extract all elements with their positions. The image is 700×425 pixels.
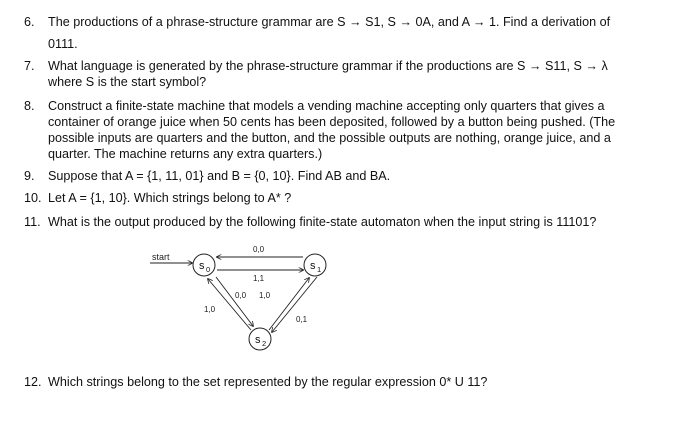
question-number: 12. (24, 375, 42, 389)
question-text: Construct a finite-state machine that models a vending machine accepting only quarters that gives a (48, 99, 605, 113)
question-12 (24, 374, 487, 390)
question-number: 7. (24, 59, 35, 73)
question-8 (24, 98, 615, 162)
state-s1-label: s (310, 260, 316, 272)
question-text: What language is generated by the phrase-structure grammar if the productions are S → S11, S → λ (48, 59, 608, 73)
question-10 (24, 190, 291, 206)
state-s2-subscript: 2 (262, 339, 267, 348)
start-label: start (152, 252, 170, 262)
state-s1 (304, 254, 326, 276)
question-text: The productions of a phrase-structure grammar are S → S1, S → 0A, and A → 1. Find a derivation of (48, 15, 611, 29)
state-s2 (249, 328, 271, 350)
question-text: Which strings belong to the set represented by the regular expression 0* U 11? (48, 375, 488, 389)
question-9 (24, 168, 390, 184)
question-number: 8. (24, 99, 35, 113)
state-s2-label: s (255, 334, 261, 346)
question-number: 6. (24, 15, 35, 29)
edge-s2-s1-label: 1,0 (259, 291, 271, 300)
question-7 (24, 58, 608, 90)
state-s0-subscript: 0 (206, 265, 211, 274)
edge-s0-s2 (216, 277, 253, 326)
state-s1-subscript: 1 (317, 265, 322, 274)
edge-s0-s1-label: 1,1 (253, 274, 265, 283)
state-s0 (193, 254, 215, 276)
question-number: 10. (24, 191, 42, 205)
question-text-cont: quarter. The machine returns any extra quarters.) (48, 147, 323, 161)
question-11 (24, 214, 596, 230)
question-text-cont: 0111. (48, 37, 78, 51)
question-6 (24, 14, 610, 52)
question-text-cont: possible inputs are quarters and the button, and the possible outputs are nothing, orange juice, and a (48, 131, 611, 145)
question-number: 9. (24, 169, 35, 183)
edge-s1-s2 (272, 277, 317, 332)
edge-s0-s2-label: 0,0 (235, 291, 247, 300)
question-text: Suppose that A = {1, 11, 01} and B = {0, 10}. Find AB and BA. (48, 169, 391, 183)
question-number: 11. (24, 215, 41, 229)
question-text: Let A = {1, 10}. Which strings belong to A* ? (48, 191, 292, 205)
state-s0-label: s (199, 260, 205, 272)
edge-s1-s0-label: 0,0 (253, 245, 265, 254)
edge-s1-s2-label: 0,1 (296, 315, 308, 324)
edge-s2-s0-label: 1,0 (204, 305, 216, 314)
question-text-cont: container of orange juice when 50 cents has been deposited, followed by a button being pushed. (The (48, 115, 616, 129)
question-text: What is the output produced by the following finite-state automaton when the input string is 11101? (48, 215, 597, 229)
automaton-diagram (140, 240, 340, 355)
question-text-cont: where S is the start symbol? (48, 75, 207, 89)
